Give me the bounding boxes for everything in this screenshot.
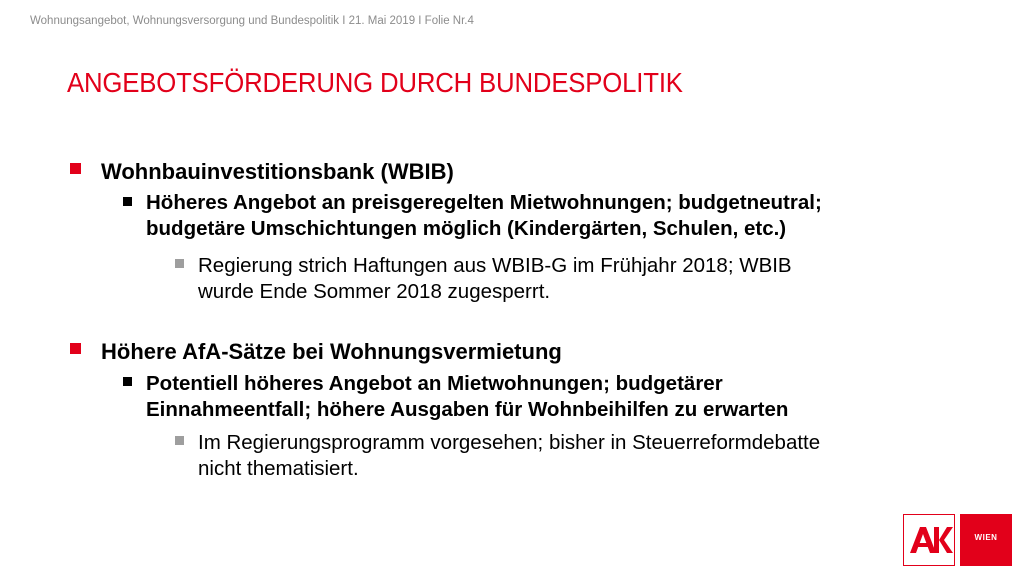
detail-line: Im Regierungsprogramm vorgesehen; bisher in Steuerreformdebatte — [198, 431, 821, 454]
ak-logo-icon — [904, 515, 953, 564]
detail-line: Regierung strich Haftungen aus WBIB-G im Frühjahr 2018; WBIB — [198, 254, 792, 277]
subpoint-line: budgetäre Umschichtungen möglich (Kindergärten, Schulen, etc.) — [146, 217, 787, 240]
section-heading: Höhere AfA-Sätze bei Wohnungsvermietung — [101, 339, 562, 364]
slide-header: Wohnungsangebot, Wohnungsversorgung und Bundespolitik I 21. Mai 2019 I Folie Nr.4 — [30, 15, 474, 27]
subpoint-line: Potentiell höheres Angebot an Mietwohnungen; budgetärer — [146, 372, 723, 395]
subpoint-line: Höheres Angebot an preisgeregelten Mietwohnungen; budgetneutral; — [146, 191, 822, 214]
bullet-square-black — [123, 197, 132, 206]
subpoint-line: Einnahmeentfall; höhere Ausgaben für Wohnbeihilfen zu erwarten — [146, 398, 789, 421]
detail-line: wurde Ende Sommer 2018 zugesperrt. — [198, 280, 551, 303]
bullet-square-red — [70, 343, 81, 354]
bullet-square-grey — [175, 259, 184, 268]
bullet-square-red — [70, 163, 81, 174]
ak-logo — [903, 514, 955, 566]
section-heading: Wohnbauinvestitionsbank (WBIB) — [101, 159, 454, 184]
detail-line: nicht thematisiert. — [198, 457, 359, 480]
wien-badge — [960, 514, 1012, 566]
bullet-square-black — [123, 377, 132, 386]
slide-title: ANGEBOTSFÖRDERUNG DURCH BUNDESPOLITIK — [67, 67, 683, 98]
wien-label: WIEN — [974, 533, 998, 542]
bullet-square-grey — [175, 436, 184, 445]
